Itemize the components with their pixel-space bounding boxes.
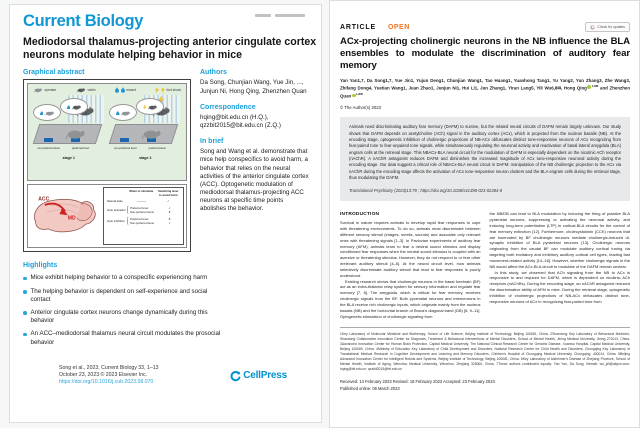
footnote-divider [340, 327, 630, 328]
lightning-bolt-icon [143, 105, 147, 110]
thought-bubble [109, 104, 137, 121]
row-group-label: Opto inhibition [107, 218, 125, 223]
author-superscript: 1,8✉ [591, 84, 599, 89]
stage-1-block [33, 95, 105, 160]
brain-target-label: MD [67, 216, 76, 223]
victim-mouse-icon [76, 87, 86, 93]
legend-item-reward [115, 87, 136, 93]
open-access-label: OPEN [387, 23, 410, 31]
highlight-text: The helping behavior is dependent on self-experience and social contact [30, 287, 208, 303]
water-drop-icon [40, 111, 44, 116]
legend-item-foot-shock [155, 87, 181, 93]
stage-2-block [109, 95, 181, 160]
stage-caption: stage 1 [62, 156, 75, 161]
update-icon [590, 25, 595, 30]
in-brief-heading: In brief [200, 138, 224, 146]
table-header: When to stimulate [129, 189, 154, 194]
table-row [107, 199, 180, 203]
lever-label: non-preferred lever [113, 147, 137, 151]
water-drop-icon [115, 87, 119, 93]
highlight-item [23, 309, 223, 325]
author-conjunction: and [598, 85, 610, 91]
intro-paragraph: Survival in nature requires animals to develop rapid fear responses to cope with threatening environments. To do so, animals must discriminate between different sensory stimuli (images, smells, sounds) and associate only relevant ones with threatening signals [1–3]. In Pavlovian experiments of auditory fear memory (AFM), animals learn to fear a neutral sound stimulus and display conditioned fear responses when the neutral sound stimulus is coupled with an aversive or threatening stimulus. However, they do not respond to or fear other irrelevant auditory stimuli [4–6]. At the neural circuit level, how animals selectively discriminate auditory stimuli that lead to fear responses is poorly understood. [340, 220, 481, 278]
operator-mouse-icon [66, 127, 85, 141]
legend-item-operator [33, 87, 56, 93]
legend-label: victim [87, 88, 96, 93]
table-header-row [107, 190, 180, 196]
non-preferred-lever [120, 138, 129, 142]
correspondence-heading: Correspondence [200, 103, 256, 111]
article-kicker: ARTICLE [340, 23, 376, 31]
citation-line: October 23, 2023 © 2023 Elsevier Inc. [59, 372, 148, 378]
circuit-panel [27, 184, 187, 248]
received-dates-line: Received: 14 February 2023 Revised: 18 February 2023 Accepted: 23 February 2023 [340, 378, 495, 384]
row-group-label: Natural state [107, 199, 123, 204]
stage-caption: stage 2 [139, 156, 152, 161]
mouse-dark-icon [72, 104, 81, 110]
masthead-watermark [255, 14, 305, 17]
intro-paragraph: In this study, we observed that ACh signaling from the NB to ACx is responsive to and required for DAFM, which is dependent on nicotinic ACh receptors (nAChRs). During the encoding stage, an nAChR antagonist reduced the discriminative ability of AFM in mice. During the retrieval stage, optogenetic inhibition of cholinergic projections of NB-ACx obfuscates distinct tone-responsive neurons of ACx in recognizing fear-paired tone from [489, 269, 630, 304]
bullet-icon [23, 333, 27, 337]
stimulation-table [103, 187, 184, 245]
lightning-bolt-icon [161, 87, 165, 93]
non-preferred-lever [44, 138, 53, 142]
bullet-icon [23, 277, 27, 281]
legend-label: foot shock [166, 88, 181, 93]
water-drop-icon [116, 111, 120, 116]
citation-block [59, 365, 159, 387]
mouse-icon [121, 110, 130, 116]
stage-scenes [28, 95, 186, 160]
behavior-panel [27, 83, 187, 181]
mouse-dark-icon [148, 104, 157, 110]
legend-item-victim [76, 87, 96, 93]
intro-paragraph: the NB/DB can lead to BLA modulation by inducing the firing of putative BLA pyramidal neurons, suppressing or activating the neuronal activity, and inducing long-term potentiation (LTP) in cortical-BLA circuits for the control of fear memory extinction [12]. Furthermore, cholecystokinin (CCK) neurons that are innervated by BF cholinergic neurons mediate cholinergic-induced di-synaptic inhibition of BLA pyramidal neurons [13]. Cholinergic neurons originating from the caudal BF can modulate auditory cortical tuning via targeting both excitatory and inhibitory auditory cortical cell types, leading fast movement-related activity [14–16]. However, whether cholinergic signals in the NB would affect the ACx-BLA circuit to modulate of the DAFM remain unclear. [489, 211, 630, 269]
lightning-bolt-icon [155, 87, 159, 93]
lever-label: non-preferred lever [37, 147, 61, 151]
article-title: Mediodorsal thalamus-projecting anterior cingulate cortex neurons modulate helping behavior in mice [23, 36, 317, 61]
affiliations-footnote: 1Key Laboratory of Molecular Medicine and Biotherapy, School of Life Science, Beijing Institute of Technology, Beijing 100081, China. 2Shandong Key Laboratory of Behavioral Medicine, Shandong Collaborative Innovation Center for Diagnosis, Treatment & Behavioral Interventions of Mental Disorders, School of Mental Health, Jining Medical University, Jining 272013, China. 3Advanced Innovation Center for Human Brain Protection, Capital Medical University, The National Clinical Research Center for Geriatric Disease, Xuanwu Hospital, Capital Medical University, Beijing 100069, China. 4Ministry of Education Key Laboratory of Child Development and Disorders, National Research Center for Child Health and Disorders, Chongqing Key Laboratory of Translational Medical Research in Cognitive Development and Learning and Memory Disorders, Children's Hospital of Chongqing Medical University, Chongqing, 400014, China. 5Beijing Advanced Innovation Center for Intelligent Robots and Systems, Beijing Institute of Technology, Beijing 100081, China. 6Key Laboratory of Alzheimer's Disease of Zhejiang Province, School of Mental Health, Institute of Aging, Wenzhou Medical University, Wenzhou, Zhejiang 325000, China. 7These authors contributed equally: Yan Yan, Da Song. ✉email: wu_yili@aliyun.com; hqing@bit.edu.cn; qzzbit2015@bit.edu.cn [340, 332, 630, 371]
author-byline [340, 78, 630, 101]
doi-link[interactable]: https://doi.org/10.1016/j.cub.2023.08.070 [59, 379, 154, 386]
authors-heading: Authors [200, 69, 227, 77]
operator-mouse-icon [142, 127, 161, 141]
author-names: Yan Yan1,7, Da Song1,7, Yue Jin1, Yujun Deng1, Chunjian Wang1, Tao Huang1, Yuanhong Tang1, Yu Yang2, Yun Zhang3, Zhe Wang3, Zhifang Dong4, Yuetian Wang1, Juan Zhao1, Junjun Ni1, Hui Li1, Jun Zhang1, Yiran Lang5, Yili Wu6,8✉, Hong Qing [340, 77, 630, 91]
lever-label: preferred lever [71, 147, 90, 151]
brain-region-label: ACC [38, 196, 50, 203]
thought-bubble [33, 104, 61, 121]
correspondence-section [200, 104, 309, 130]
lever-label: preferred lever [148, 147, 167, 151]
highlights-section [23, 262, 223, 346]
table-row [107, 206, 180, 214]
graphical-abstract-figure [23, 79, 191, 252]
row-when-cell: ———— [136, 199, 146, 204]
article-header-row [340, 22, 630, 32]
author-names: Zhenzhen Quan [340, 85, 631, 99]
copyright-line: © The Author(s) 2023 [340, 105, 382, 111]
highlight-item [23, 288, 223, 304]
figure-legend [28, 84, 186, 93]
left-page-current-biology [9, 4, 322, 423]
row-when-cell: Preferred lever [129, 216, 149, 221]
highlights-heading: Highlights [23, 262, 58, 270]
author-superscript: 1,8✉ [356, 92, 363, 97]
cellpress-logo [229, 370, 287, 382]
row-mark-cell: ✓ [168, 205, 171, 210]
legend-label: operator [44, 88, 57, 93]
check-for-updates-badge[interactable] [585, 22, 630, 32]
row-when-cell: Non-preferred lever [129, 210, 155, 214]
intro-column-1 [340, 211, 481, 319]
left-page-footer [23, 365, 309, 387]
correspondence-email[interactable]: hqing@bit.edu.cn (H.Q.), [200, 113, 269, 121]
stage-2-scene [109, 95, 181, 153]
bullet-icon [23, 290, 27, 294]
bullet-icon [23, 311, 27, 315]
in-brief-section [200, 138, 309, 214]
right-page-translational-psychiatry [329, 0, 640, 428]
brace-glyph: { [126, 215, 129, 225]
highlight-item [23, 330, 223, 346]
row-mark-cell: ✗ [168, 216, 171, 221]
row-when-cell: Preferred lever [129, 205, 149, 210]
journal-citation-doi[interactable]: Translational Psychiatry (2023)13:79 ; https://doi.org/10.1038/s41398-023-02384-8 [349, 188, 503, 194]
intro-paragraph: Existing research shows that cholinergic neurons in the basal forebrain (BF) act as an extra-thalamic relay system for sensory information and regulate fear memory [7, 8]. The amygdala, which is critical for fear memory, receives cholinergic signals from the BF. Both pyramidal neurons and interneurons in the BLA receive rich cholinergic inputs, which originate mainly from the nucleus basalis (NB) and the horizontal branch of Broca's diagonal band (DB) [8, 9–11]. Optogenetic stimulation of cholinergic signaling from [340, 278, 481, 319]
brace-glyph: { [126, 204, 129, 214]
mouse-icon [45, 110, 54, 116]
orcid-icon[interactable] [587, 85, 591, 89]
mouse-brain-diagram [30, 191, 100, 241]
table-header: Switching lever to avoid harm [158, 189, 179, 197]
orcid-icon[interactable] [352, 94, 356, 98]
introduction-columns [340, 211, 630, 319]
stage-1-scene [33, 95, 105, 153]
summary-columns [23, 69, 309, 346]
abstract-text: Animals need discriminating auditory fear memory (DAFM) to survive, but the related neural circuits of DAFM remain largely unknown. Our study shows that DAFM depends on acetylcholine (ACh) signal in the auditory cortex (ACx), which is projected from the nucleus basalis (NB). At the encoding stage, optogenetic inhibition of cholinergic projections of NB-ACx obfuscates distinct tone-responsive neurons of ACx recognizing from fear-paired tone to fear-unpaired tone signals, while simultaneously regulating the neuronal activity and reactivation of basal lateral amygdala (BLA) engram cells at the retrieval stage. This NBACx-BLA neural circuit for the modulation of DAFM is especially dependent on the nicotinic ACh receptor (nAChR). A nAChR antagonist reduces DAFM and diminishes the increased magnitude of ACx tone-responsive neuronal activity during the encoding stage. Our data suggest a critical role of NBACx-BLA neural circuit in DAFM: manipulation of the NB cholinergic projection to the ACx via nAChR during the encoding stage affects the activation of ACx tone-responsive neuron clusters and the BLA engram cells during the retrieval stage, thus modulating the DAFM. [349, 124, 621, 180]
check-for-updates-label: Check for updates [597, 25, 625, 29]
cellpress-logo-text: CellPress [243, 370, 287, 382]
highlight-item [23, 274, 223, 282]
water-drop-icon [121, 87, 125, 93]
row-mark-cell: ✓ [168, 220, 171, 225]
graphical-abstract-heading: Graphical abstract [23, 69, 85, 77]
row-group-label: Opto activation [107, 208, 126, 212]
introduction-heading: INTRODUCTION [340, 212, 380, 218]
intro-column-2 [490, 211, 631, 319]
summary-sidebar [200, 69, 309, 346]
operator-mouse-icon [33, 87, 43, 93]
highlight-text: An ACC–mediodorsal thalamus neural circuit modulates the prosocial behavior [30, 330, 221, 346]
row-mark-cell: ✓ [167, 199, 170, 204]
abstract-box [340, 117, 630, 201]
highlight-text: Mice exhibit helping behavior to a conspecific experiencing harm [30, 274, 208, 282]
row-when-cell: Non-preferred lever [129, 220, 155, 225]
journal-masthead: Current Biology [23, 12, 144, 30]
citation-line: Song et al., 2023, Current Biology 33, 1–13 [59, 364, 159, 371]
correspondence-email[interactable]: qzzbit2015@bit.edu.cn (Z.Q.) [200, 121, 281, 129]
highlight-text: Anterior cingulate cortex neurons change dynamically during this behavior [30, 308, 208, 325]
row-mark-cell: ✗ [168, 210, 171, 214]
authors-list: Da Song, Chunjian Wang, Yue Jin, ..., Junjun Ni, Hong Qing, Zhenzhen Quan [200, 79, 307, 95]
legend-label: reward [126, 88, 136, 93]
table-row [107, 217, 180, 225]
article-title: ACx-projecting cholinergic neurons in the NB influence the BLA ensembles to modulate the discrimination of auditory fear memory [340, 36, 630, 71]
cellpress-swirl-icon [229, 370, 241, 382]
published-online-line: Published online: 06 March 2023 [340, 385, 400, 391]
in-brief-text: Song and Wang et al. demonstrate that mice help conspecifics to avoid harm, a behavior that relies on the neural activities of the anterior cingulate cortex (ACC). Optogenetic modulation of mediodorsal thalamus-projecting ACC neurons at specific time points abolishes the behavior. [200, 148, 309, 213]
water-drop-icon [67, 105, 71, 110]
authors-section [200, 69, 309, 95]
